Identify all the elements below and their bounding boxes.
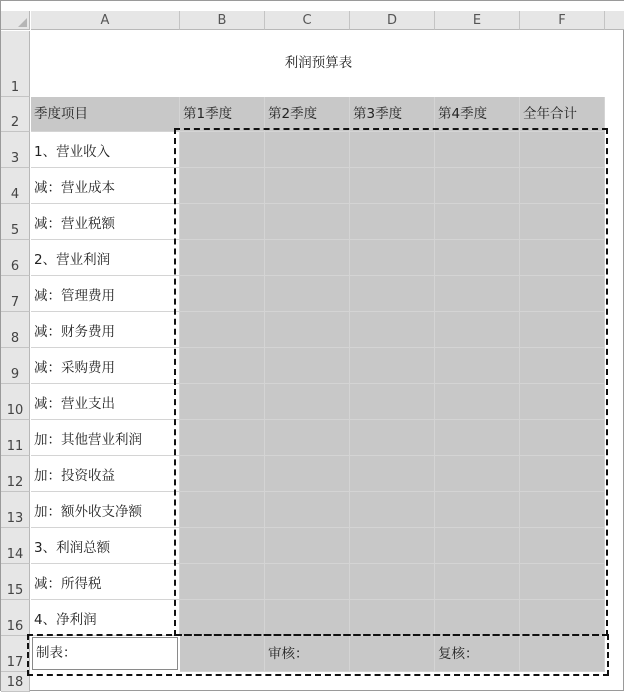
item-cell[interactable] bbox=[31, 312, 180, 348]
row-header-4[interactable] bbox=[1, 168, 30, 204]
item-label: 减：营业支出 bbox=[34, 396, 115, 412]
row-number: 2 bbox=[10, 115, 20, 130]
item-cell[interactable] bbox=[31, 564, 180, 600]
footer-prepared-label: 制表： bbox=[36, 645, 77, 661]
row-number: 9 bbox=[10, 367, 20, 382]
footer-reviewed-label: 审核： bbox=[268, 646, 309, 662]
item-cell[interactable] bbox=[31, 600, 180, 636]
column-header-d[interactable]: D bbox=[350, 11, 435, 30]
header-cell-item[interactable] bbox=[31, 97, 180, 132]
column-header-c[interactable]: C bbox=[265, 11, 350, 30]
row-header-9[interactable] bbox=[1, 348, 30, 384]
item-label: 2、营业利润 bbox=[34, 252, 111, 268]
row-header-16[interactable] bbox=[1, 600, 30, 636]
header-cell-q2[interactable] bbox=[265, 97, 350, 132]
item-cell[interactable] bbox=[31, 384, 180, 420]
row-number: 4 bbox=[10, 187, 20, 202]
item-cell[interactable] bbox=[31, 204, 180, 240]
row-header-3[interactable] bbox=[1, 132, 30, 168]
row-header-12[interactable] bbox=[1, 456, 30, 492]
item-label: 加：其他营业利润 bbox=[34, 432, 142, 448]
footer-range-marquee bbox=[27, 634, 609, 676]
row-number: 1 bbox=[10, 80, 20, 95]
row-header-2[interactable] bbox=[1, 97, 30, 132]
row-header-8[interactable] bbox=[1, 312, 30, 348]
column-header-b[interactable]: B bbox=[180, 11, 265, 30]
row-number: 16 bbox=[6, 619, 24, 634]
item-label: 4、净利润 bbox=[34, 612, 97, 628]
item-label: 减：营业税额 bbox=[34, 216, 115, 232]
header-q4-label: 第4季度 bbox=[438, 106, 488, 122]
sheet-title[interactable]: 利润预算表 bbox=[284, 55, 353, 71]
item-cell[interactable] bbox=[31, 420, 180, 456]
row-header-1[interactable] bbox=[1, 31, 30, 97]
header-total-label: 全年合计 bbox=[523, 106, 577, 122]
header-cell-q1[interactable] bbox=[180, 97, 265, 132]
data-range-marquee bbox=[174, 128, 608, 636]
row-header-7[interactable] bbox=[1, 276, 30, 312]
column-header-g bbox=[605, 11, 624, 30]
item-cell[interactable] bbox=[31, 240, 180, 276]
column-header-a[interactable]: A bbox=[31, 11, 180, 30]
item-cell[interactable] bbox=[31, 168, 180, 204]
item-cell[interactable] bbox=[31, 492, 180, 528]
row-number: 11 bbox=[6, 439, 24, 454]
header-cell-q4[interactable] bbox=[435, 97, 520, 132]
row-number: 10 bbox=[6, 403, 24, 418]
row-number: 3 bbox=[10, 151, 20, 166]
row-number: 15 bbox=[6, 583, 24, 598]
row-header-6[interactable] bbox=[1, 240, 30, 276]
row-header-17[interactable] bbox=[1, 636, 30, 672]
header-q2-label: 第2季度 bbox=[268, 106, 318, 122]
row-number: 13 bbox=[6, 511, 24, 526]
row-number: 18 bbox=[6, 675, 24, 690]
item-cell[interactable] bbox=[31, 132, 180, 168]
item-cell[interactable] bbox=[31, 456, 180, 492]
row-number: 7 bbox=[10, 295, 20, 310]
row-header-10[interactable] bbox=[1, 384, 30, 420]
item-label: 1、营业收入 bbox=[34, 144, 111, 160]
select-all-corner[interactable] bbox=[1, 11, 30, 30]
row-number: 6 bbox=[10, 259, 20, 274]
header-q1-label: 第1季度 bbox=[183, 106, 233, 122]
header-cell-total[interactable] bbox=[520, 97, 605, 132]
item-cell[interactable] bbox=[31, 348, 180, 384]
item-label: 减：采购费用 bbox=[34, 360, 115, 376]
row-number: 5 bbox=[10, 223, 20, 238]
item-label: 减：财务费用 bbox=[34, 324, 115, 340]
row-header-13[interactable] bbox=[1, 492, 30, 528]
column-header-e[interactable]: E bbox=[435, 11, 520, 30]
item-label: 减：所得税 bbox=[34, 576, 102, 592]
row-header-18[interactable] bbox=[1, 672, 30, 692]
row-header-15[interactable] bbox=[1, 564, 30, 600]
header-q3-label: 第3季度 bbox=[353, 106, 403, 122]
row-number: 12 bbox=[6, 475, 24, 490]
row-header-11[interactable] bbox=[1, 420, 30, 456]
item-cell[interactable] bbox=[31, 276, 180, 312]
item-label: 减：营业成本 bbox=[34, 180, 115, 196]
row-header-5[interactable] bbox=[1, 204, 30, 240]
column-header-f[interactable]: F bbox=[520, 11, 605, 30]
row-number: 14 bbox=[6, 547, 24, 562]
item-label: 加：额外收支净额 bbox=[34, 504, 142, 520]
header-item-label: 季度项目 bbox=[34, 106, 88, 122]
item-cell[interactable] bbox=[31, 528, 180, 564]
sheet-top-strip bbox=[1, 1, 624, 11]
row-number: 8 bbox=[10, 331, 20, 346]
footer-rechecked-label: 复核： bbox=[438, 646, 479, 662]
item-label: 加：投资收益 bbox=[34, 468, 115, 484]
row-header-14[interactable] bbox=[1, 528, 30, 564]
item-label: 3、利润总额 bbox=[34, 540, 111, 556]
item-label: 减：管理费用 bbox=[34, 288, 115, 304]
row-number: 17 bbox=[6, 655, 24, 670]
header-cell-q3[interactable] bbox=[350, 97, 435, 132]
